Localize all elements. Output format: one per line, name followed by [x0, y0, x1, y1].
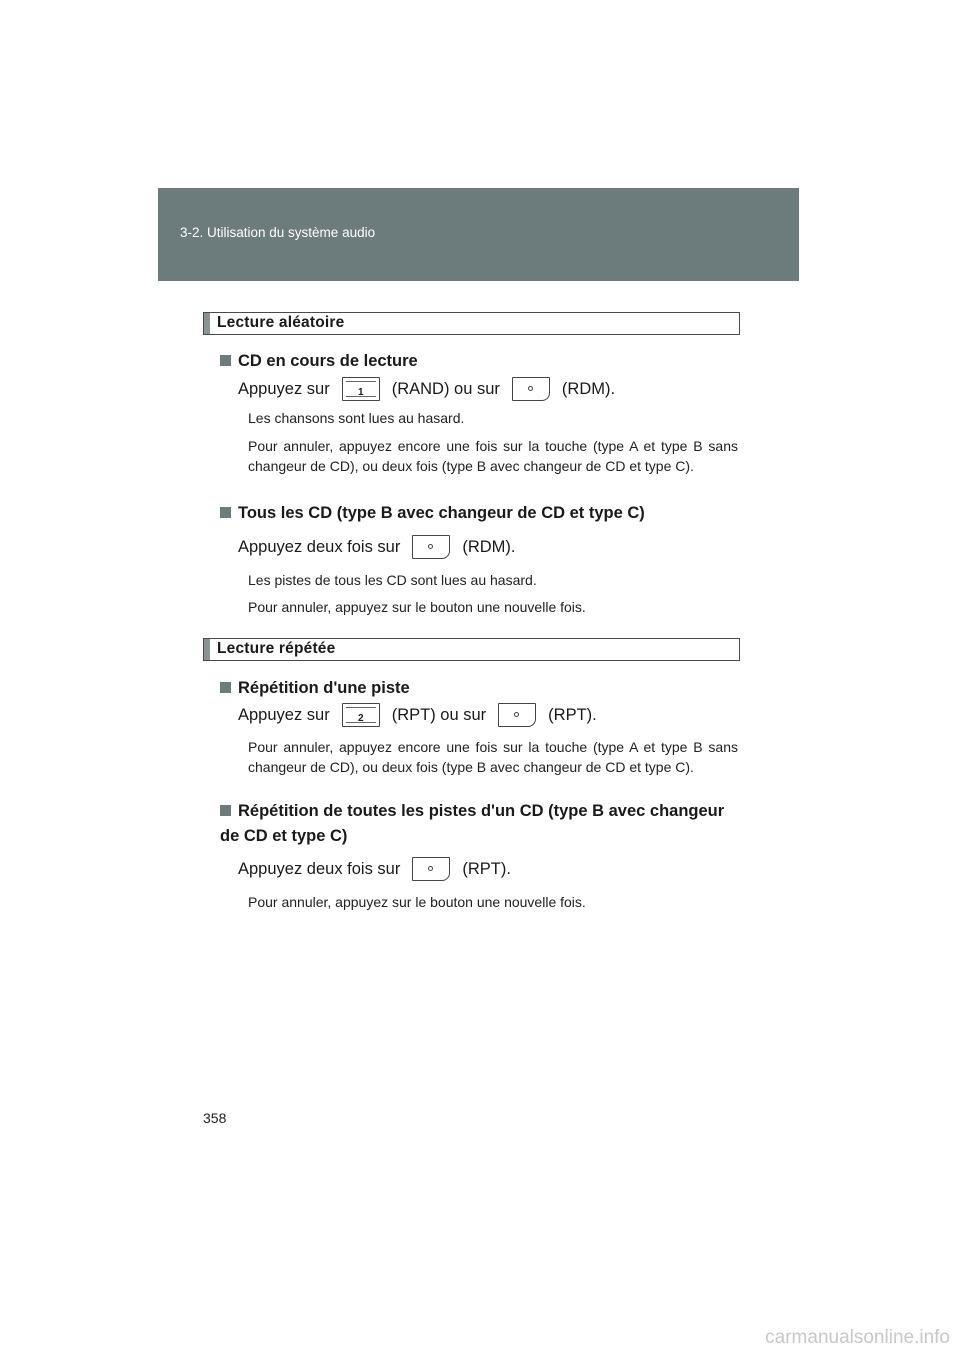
subheading-all-cds: Tous les CD (type B avec changeur de CD et type C) — [220, 501, 645, 526]
square-bullet-icon — [220, 805, 231, 816]
instruction-line: Appuyez sur 1 (RAND) ou sur (RDM). — [238, 377, 615, 401]
page-number: 358 — [203, 1110, 227, 1126]
section-heading-bar — [204, 639, 210, 660]
section-heading-bar — [204, 313, 210, 334]
preset-button-1-icon: 1 — [342, 377, 380, 401]
preset-button-2-icon: 2 — [342, 703, 380, 727]
disc-button-icon — [412, 857, 450, 881]
subheading-repeat-all-tracks: Répétition de toutes les pistes d'un CD (type B avec changeur de CD et type C) — [220, 802, 725, 845]
instruction-line: Appuyez sur 2 (RPT) ou sur (RPT). — [238, 703, 597, 727]
disc-button-icon — [498, 703, 536, 727]
disc-button-icon — [512, 377, 550, 401]
square-bullet-icon — [220, 507, 231, 518]
section-heading-repeat — [203, 638, 740, 661]
square-bullet-icon — [220, 355, 231, 366]
subheading-cd-playing: CD en cours de lecture — [220, 349, 418, 374]
square-bullet-icon — [220, 682, 231, 693]
paragraph: Pour annuler, appuyez sur le bouton une nouvelle fois. — [248, 894, 586, 910]
paragraph: Les pistes de tous les CD sont lues au hasard. — [248, 572, 537, 588]
disc-button-icon — [412, 535, 450, 559]
chapter-header-band — [158, 188, 799, 281]
paragraph: Pour annuler, appuyez encore une fois sur la touche (type A et type B sans changeur de CD), ou deux fois (type B avec changeur de CD et type C). — [248, 438, 738, 474]
section-title: Lecture répétée — [217, 640, 336, 657]
section-title: Lecture aléatoire — [217, 314, 345, 331]
chapter-section-label: 3-2. Utilisation du système audio — [180, 225, 376, 240]
instruction-line: Appuyez deux fois sur (RDM). — [238, 535, 516, 559]
instruction-line: Appuyez deux fois sur (RPT). — [238, 857, 511, 881]
paragraph: Les chansons sont lues au hasard. — [248, 410, 465, 426]
paragraph: Pour annuler, appuyez encore une fois sur la touche (type A et type B sans changeur de CD), ou deux fois (type B avec changeur de CD et type C). — [248, 739, 738, 775]
watermark: carmanualsonline.info — [765, 1327, 950, 1348]
section-heading-random — [203, 312, 740, 335]
paragraph: Pour annuler, appuyez sur le bouton une nouvelle fois. — [248, 599, 586, 615]
subheading-repeat-track: Répétition d'une piste — [220, 676, 410, 701]
